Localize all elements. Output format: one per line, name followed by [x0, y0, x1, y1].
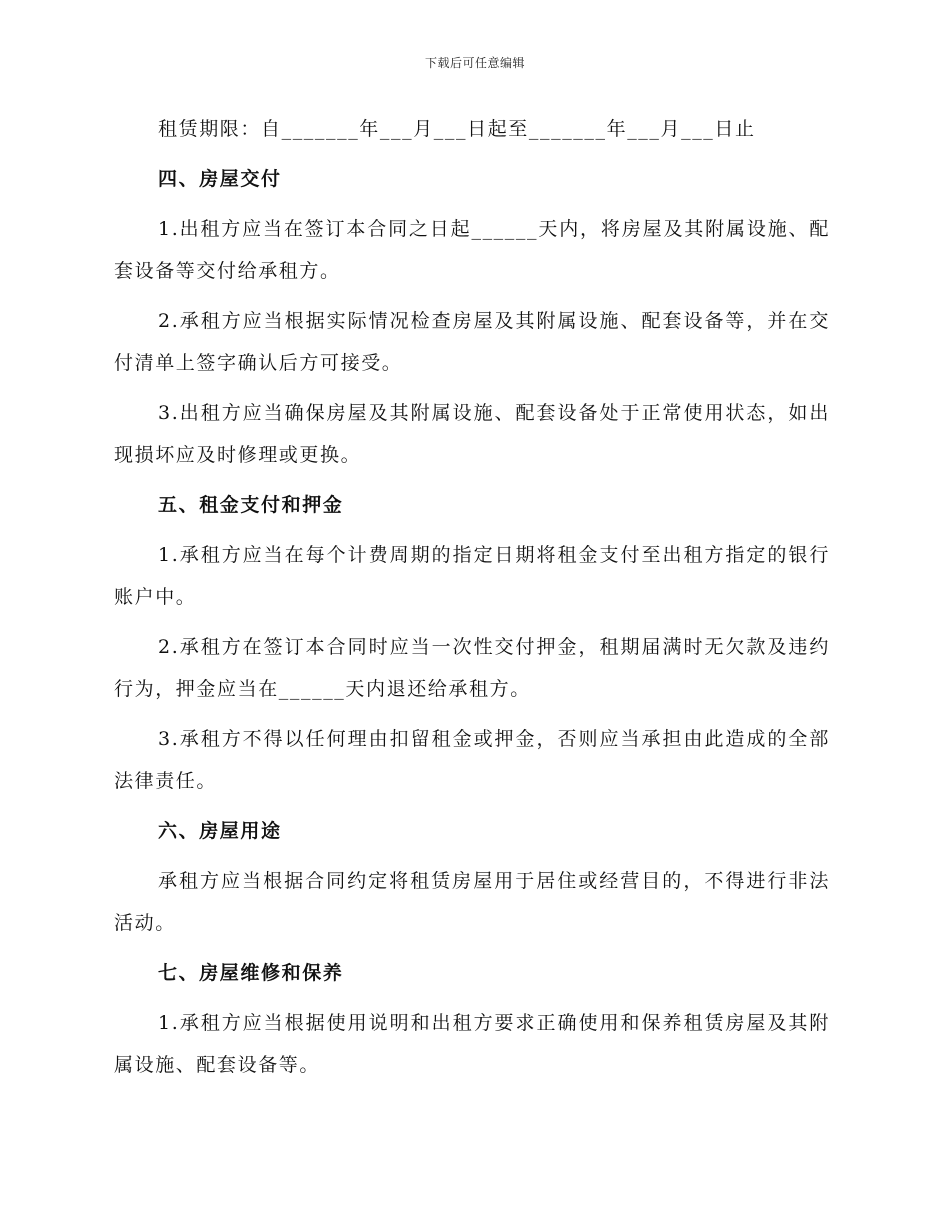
section-heading-rent-deposit: 五、租金支付和押金 [158, 494, 344, 516]
paragraph: 1.承租方应当在每个计费周期的指定日期将租金支付至出租方指定的银行账户中。 [114, 544, 830, 608]
document-body [114, 108, 830, 1094]
paragraph: 承租方应当根据合同约定将租赁房屋用于居住或经营目的，不得进行非法活动。 [114, 870, 830, 934]
paragraph: 3.承租方不得以任何理由扣留租金或押金，否则应当承担由此造成的全部法律责任。 [114, 728, 830, 792]
paragraph: 1.出租方应当在签订本合同之日起______天内，将房屋及其附属设施、配套设备等交付给承租方。 [114, 218, 830, 282]
paragraph: 2.承租方在签订本合同时应当一次性交付押金，租期届满时无欠款及违约行为，押金应当在______天内退还给承租方。 [114, 636, 830, 700]
section-heading-maintenance: 七、房屋维修和保养 [158, 962, 344, 984]
section-heading-delivery: 四、房屋交付 [158, 168, 282, 190]
page-header: 下载后可任意编辑 [424, 56, 525, 70]
lease-term-line: 租赁期限：自_______年___月___日起至_______年___月___日止 [158, 118, 756, 140]
section-heading-usage: 六、房屋用途 [158, 820, 282, 842]
paragraph: 1.承租方应当根据使用说明和出租方要求正确使用和保养租赁房屋及其附属设施、配套设备等。 [114, 1012, 830, 1076]
paragraph: 2.承租方应当根据实际情况检查房屋及其附属设施、配套设备等，并在交付清单上签字确认后方可接受。 [114, 310, 830, 374]
paragraph: 3.出租方应当确保房屋及其附属设施、配套设备处于正常使用状态，如出现损坏应及时修理或更换。 [114, 402, 830, 466]
